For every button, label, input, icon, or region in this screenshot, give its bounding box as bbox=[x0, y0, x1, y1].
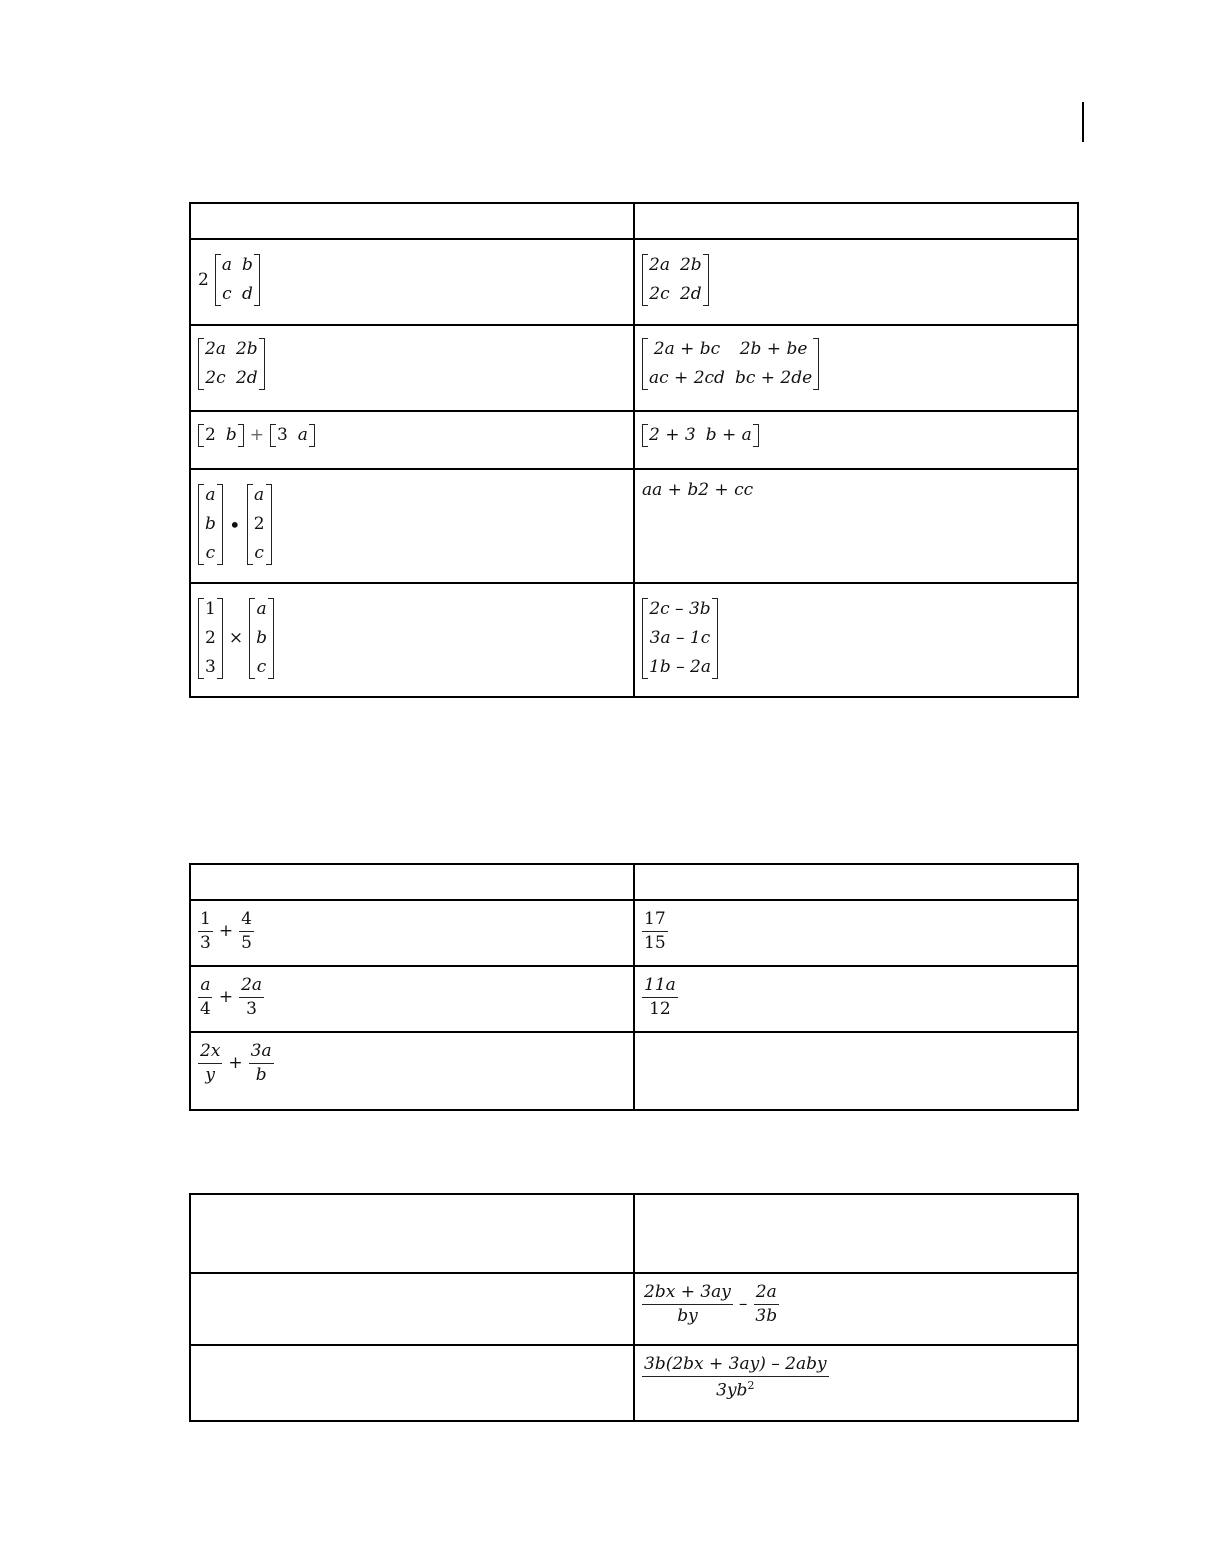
matrix bbox=[642, 338, 819, 390]
denominator: y bbox=[205, 1065, 215, 1085]
matrix-entry: bc + 2de bbox=[734, 368, 813, 388]
matrix-entry: 1 bbox=[205, 599, 216, 619]
denominator: 3 bbox=[200, 933, 211, 953]
fraction bbox=[642, 1284, 733, 1325]
numerator: 2a bbox=[754, 1284, 779, 1305]
simplification-steps-table bbox=[189, 1193, 1079, 1422]
output-cell bbox=[634, 469, 1078, 583]
fraction bbox=[198, 911, 213, 952]
matrix-entry: 2 + 3 bbox=[649, 425, 696, 445]
matrix-entry: ac + 2cd bbox=[649, 368, 725, 388]
output-cell bbox=[634, 411, 1078, 469]
column-vector bbox=[198, 598, 223, 679]
denominator: 4 bbox=[200, 999, 211, 1019]
matrix-entry: b bbox=[225, 425, 237, 445]
matrix-entry: a bbox=[256, 599, 267, 619]
numerator: 2a bbox=[239, 977, 264, 998]
matrix-entry: 2d bbox=[679, 284, 702, 304]
output-cell bbox=[634, 325, 1078, 411]
matrix-entry: 2a + bc bbox=[653, 339, 721, 359]
plus-operator: + bbox=[218, 921, 234, 941]
numerator: 2bx + 3ay bbox=[642, 1284, 733, 1305]
matrix-entry: b bbox=[241, 255, 253, 275]
table-row bbox=[190, 1273, 1078, 1345]
row-vector bbox=[642, 424, 759, 447]
matrix-entry: 2b bbox=[679, 255, 702, 275]
matrix bbox=[198, 338, 265, 390]
numerator: 17 bbox=[642, 911, 668, 932]
matrix-entry: 2a bbox=[649, 255, 670, 275]
input-cell bbox=[190, 411, 634, 469]
denominator: 5 bbox=[241, 933, 252, 953]
denominator: 3 bbox=[246, 999, 257, 1019]
fraction bbox=[753, 1284, 779, 1325]
header-cell-empty bbox=[634, 864, 1078, 900]
matrix-entry: 3 bbox=[205, 657, 216, 677]
matrix-entry: c bbox=[222, 284, 232, 304]
numerator: a bbox=[198, 977, 212, 998]
table-header-row bbox=[190, 864, 1078, 900]
matrix-entry: c bbox=[254, 543, 264, 563]
plus-operator: + bbox=[228, 1053, 243, 1073]
numerator: 4 bbox=[239, 911, 254, 932]
table-header-row bbox=[190, 1194, 1078, 1273]
matrix bbox=[215, 254, 260, 306]
header-cell-empty bbox=[634, 1194, 1078, 1273]
fraction bbox=[198, 1043, 222, 1084]
matrix-entry: c bbox=[256, 657, 267, 677]
matrix-entry: 3 bbox=[276, 425, 288, 445]
plus-operator: + bbox=[218, 987, 234, 1007]
matrix-entry: a bbox=[205, 485, 216, 505]
input-cell bbox=[190, 325, 634, 411]
table-header-row bbox=[190, 203, 1078, 239]
denominator: 12 bbox=[649, 999, 671, 1019]
exponent: 2 bbox=[747, 1379, 755, 1392]
matrix-entry: 1b – 2a bbox=[649, 657, 711, 677]
table-row bbox=[190, 411, 1078, 469]
output-cell bbox=[634, 966, 1078, 1032]
denominator: 15 bbox=[644, 933, 666, 953]
denominator bbox=[714, 1377, 756, 1400]
cross-product-operator: × bbox=[228, 628, 244, 648]
matrix-entry: b bbox=[256, 628, 267, 648]
table-row bbox=[190, 325, 1078, 411]
header-cell-empty bbox=[190, 1194, 634, 1273]
fraction bbox=[239, 911, 254, 952]
output-cell bbox=[634, 900, 1078, 966]
scalar: 2 bbox=[198, 269, 209, 290]
denominator-base: 3yb bbox=[716, 1380, 748, 1401]
input-cell-empty bbox=[190, 1345, 634, 1421]
input-cell bbox=[190, 900, 634, 966]
table-row bbox=[190, 900, 1078, 966]
fraction bbox=[249, 1043, 274, 1084]
fraction bbox=[239, 977, 264, 1018]
output-cell bbox=[634, 1273, 1078, 1345]
table-row bbox=[190, 469, 1078, 583]
column-vector bbox=[198, 484, 223, 565]
matrix-entry: 2b + be bbox=[739, 339, 808, 359]
matrix-entry: c bbox=[205, 543, 216, 563]
denominator: 3b bbox=[755, 1306, 778, 1326]
header-cell-empty bbox=[634, 203, 1078, 239]
column-vector bbox=[642, 598, 718, 679]
output-cell-empty bbox=[634, 1032, 1078, 1110]
denominator: b bbox=[255, 1065, 267, 1085]
input-cell bbox=[190, 469, 634, 583]
input-cell bbox=[190, 583, 634, 697]
column-vector bbox=[247, 484, 272, 565]
matrix-entry: 2c bbox=[649, 284, 670, 304]
output-cell bbox=[634, 583, 1078, 697]
matrix-entry: 2 bbox=[205, 628, 216, 648]
fraction bbox=[642, 977, 678, 1018]
matrix-entry: a bbox=[254, 485, 265, 505]
output-cell bbox=[634, 239, 1078, 325]
table-row bbox=[190, 1345, 1078, 1421]
matrix-entry: 3a – 1c bbox=[649, 628, 711, 648]
input-cell bbox=[190, 1032, 634, 1110]
header-cell-empty bbox=[190, 864, 634, 900]
minus-operator: – bbox=[738, 1294, 748, 1314]
numerator: 3b(2bx + 3ay) – 2aby bbox=[642, 1356, 829, 1377]
table-row bbox=[190, 1032, 1078, 1110]
output-cell bbox=[634, 1345, 1078, 1421]
fraction bbox=[642, 911, 668, 952]
result-expression: aa + b2 + cc bbox=[642, 480, 754, 500]
matrix bbox=[642, 254, 709, 306]
matrix-entry: b bbox=[205, 514, 216, 534]
matrix-entry: 2c bbox=[205, 368, 226, 388]
input-cell bbox=[190, 966, 634, 1032]
matrix-entry: 2 bbox=[253, 514, 265, 534]
row-vector bbox=[198, 424, 244, 447]
table-row bbox=[190, 239, 1078, 325]
numerator: 1 bbox=[198, 911, 213, 932]
table-row bbox=[190, 966, 1078, 1032]
matrix-entry: 2c – 3b bbox=[649, 599, 711, 619]
dot-product-operator: • bbox=[228, 512, 241, 537]
matrix-entry: b + a bbox=[705, 425, 752, 445]
numerator: 2x bbox=[198, 1043, 222, 1064]
matrix-entry: 2b bbox=[235, 339, 258, 359]
matrix-entry: d bbox=[241, 284, 253, 304]
input-cell-empty bbox=[190, 1273, 634, 1345]
matrix-entry: 2d bbox=[235, 368, 258, 388]
matrix-entry: 2 bbox=[205, 425, 216, 445]
numerator: 3a bbox=[249, 1043, 274, 1064]
page-margin-marker bbox=[1082, 102, 1084, 142]
matrix-entry: a bbox=[297, 425, 308, 445]
denominator: by bbox=[677, 1306, 698, 1326]
matrix-entry: 2a bbox=[205, 339, 226, 359]
matrix-operations-table bbox=[189, 202, 1079, 698]
table-row bbox=[190, 583, 1078, 697]
input-cell bbox=[190, 239, 634, 325]
numerator: 11a bbox=[642, 977, 678, 998]
column-vector bbox=[249, 598, 274, 679]
fraction bbox=[642, 1356, 829, 1400]
fraction-operations-table bbox=[189, 863, 1079, 1111]
header-cell-empty bbox=[190, 203, 634, 239]
fraction bbox=[198, 977, 213, 1018]
plus-operator: + bbox=[249, 425, 264, 445]
matrix-entry: a bbox=[221, 255, 232, 275]
row-vector bbox=[270, 424, 315, 447]
